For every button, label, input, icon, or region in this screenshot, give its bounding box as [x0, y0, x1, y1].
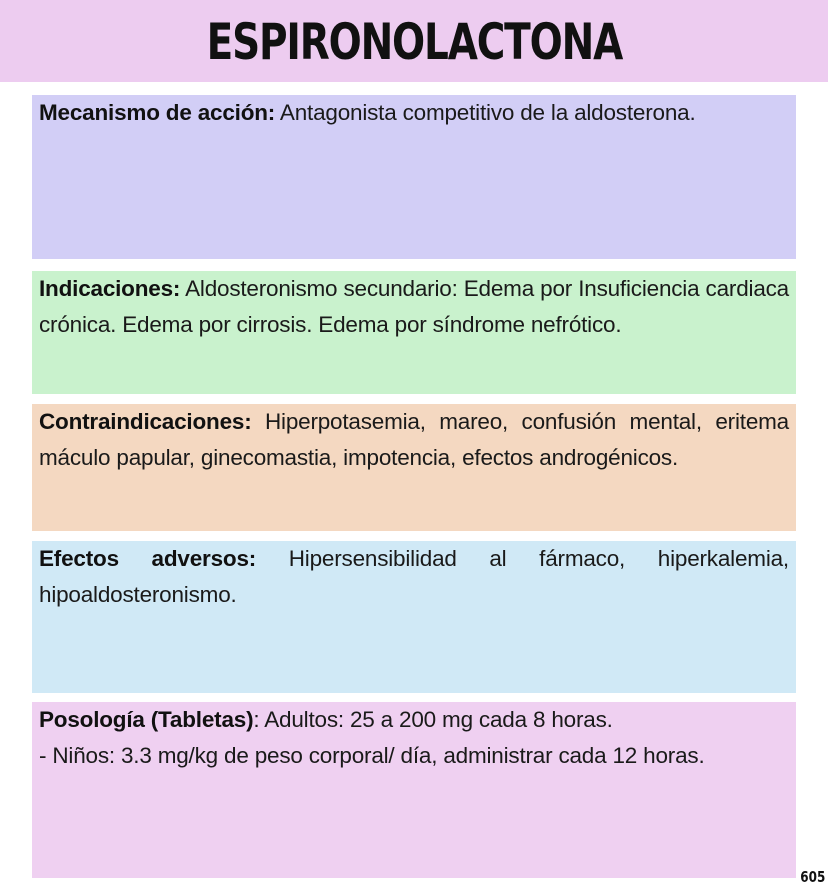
section-efectos-adversos: [32, 541, 796, 693]
section-heading: Contraindicaciones:: [39, 409, 252, 434]
page-number: 605: [799, 868, 825, 886]
section-heading: Mecanismo de acción:: [39, 100, 276, 125]
section-heading: Efectos adversos:: [39, 546, 257, 571]
section-text-ninos: - Niños: 3.3 mg/kg de peso corporal/ día, administrar cada 12 horas.: [39, 743, 705, 768]
section-indicaciones: [32, 271, 796, 394]
section-text: Aldosteronismo secundario: Edema por Insuficiencia cardiaca crónica. Edema por cirrosis. Edema por síndrome nefrótico.: [39, 276, 789, 337]
section-heading: Posología (Tabletas): [39, 707, 254, 732]
section-text: : Adultos: 25 a 200 mg cada 8 horas.: [253, 707, 613, 732]
section-mecanismo: [32, 95, 796, 259]
section-heading: Indicaciones:: [39, 276, 181, 301]
page-title: ESPIRONOLACTONA: [206, 13, 622, 71]
title-banner: [0, 0, 828, 82]
section-posologia: [32, 702, 796, 878]
section-text: Antagonista competitivo de la aldosterona.: [279, 100, 696, 125]
section-text: Hiperpotasemia, mareo, confusión mental, eritema máculo papular, ginecomastia, impotencia, efectos androgénicos.: [39, 409, 789, 470]
section-text: Hipersensibilidad al fármaco, hiperkalemia, hipoaldosteronismo.: [39, 546, 789, 607]
section-contraindicaciones: [32, 404, 796, 531]
